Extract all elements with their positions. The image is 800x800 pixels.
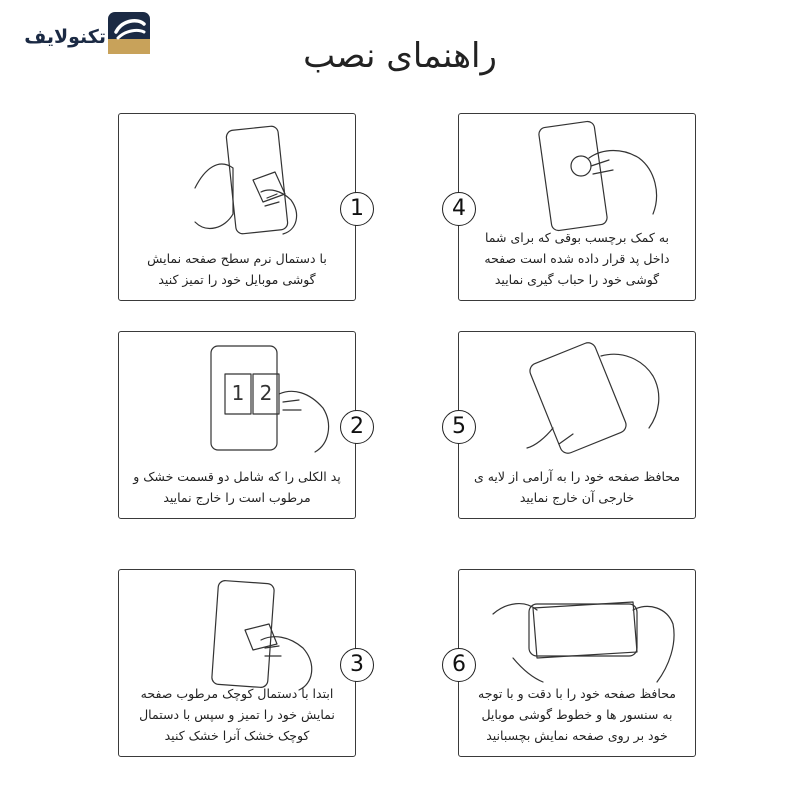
peel-film-illustration [473,336,683,454]
step-text-2: پد الکلی را که شامل دو قسمت خشک و مرطوب است را خارج نمایید [133,469,341,505]
step-text-1: با دستمال نرم سطح صفحه نمایش گوشی موبایل خود را تمیز کنید [147,251,327,287]
step-card-5 [458,331,696,519]
step-number-3: 3 [340,648,374,682]
phone-cleaning-illustration [133,118,343,236]
brand-name: تکنولایف [24,26,106,48]
wet-wipe-illustration [133,574,343,692]
step-text-4: به کمک برچسب بوقی که برای شما داخل پد قرار داده شده است صفحه گوشی خود را حباب گیری نمایید [484,230,670,287]
step-card-1 [118,113,356,301]
step-number-6: 6 [442,648,476,682]
step-card-2 [118,331,356,519]
step-text-3: ابتدا با دستمال کوچک مرطوب صفحه نمایش خود را تمیز و سپس با دستمال کوچک خشک آنرا خشک کنید [139,686,335,743]
alcohol-pad-illustration [133,336,343,454]
step-card-6 [458,569,696,757]
step-number-1: 1 [340,192,374,226]
step-number-5: 5 [442,410,476,444]
step-number-4: 4 [442,192,476,226]
svg-text:2: 2 [259,381,273,405]
bubble-removal-illustration [473,118,683,236]
page-title: راهنمای نصب [303,36,497,76]
step-text-6: محافظ صفحه خود را با دقت و با توجه به سنسور ها و خطوط گوشی موبایل خود بر روی صفحه نمایش بچسبانید [478,686,676,743]
step-card-4 [458,113,696,301]
step-text-5: محافظ صفحه خود را به آرامی از لایه ی خارجی آن خارج نمایید [473,469,681,505]
step-number-2: 2 [340,410,374,444]
step-card-3 [118,569,356,757]
apply-protector-illustration [473,574,683,692]
svg-text:1: 1 [231,381,245,405]
